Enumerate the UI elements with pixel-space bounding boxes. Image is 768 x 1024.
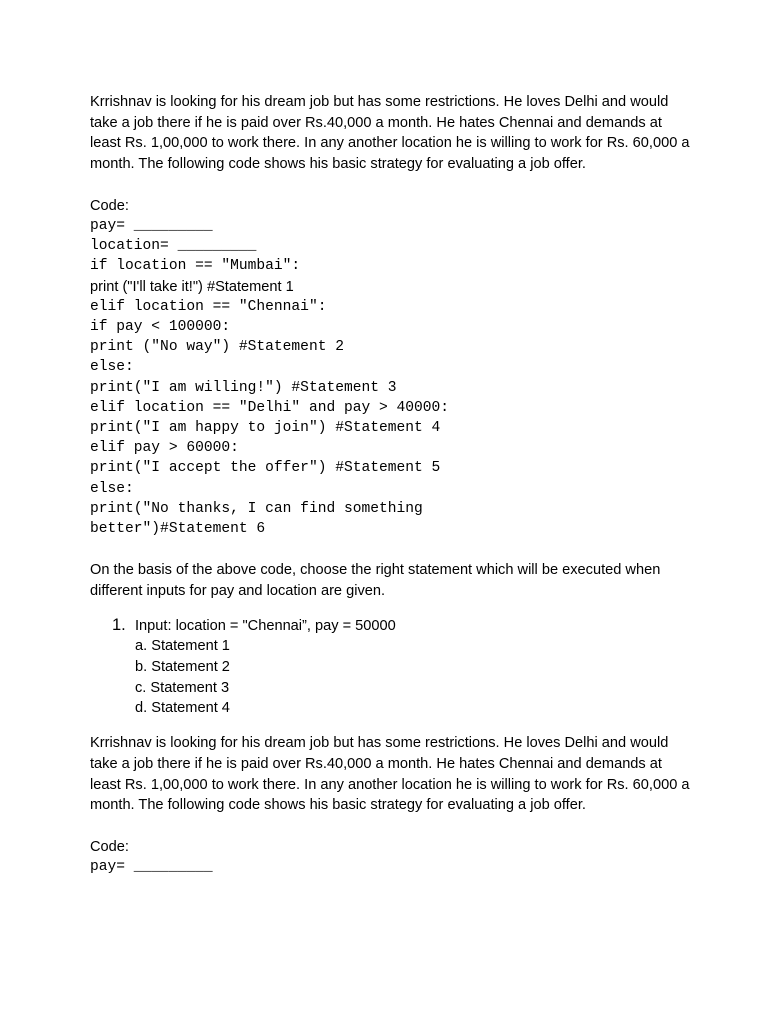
repeat-code-block — [90, 837, 690, 877]
code-line: elif location == "Chennai": — [90, 298, 327, 315]
code-line: print ("No way") #Statement 2 — [90, 339, 344, 356]
question-number: 1. — [112, 615, 126, 634]
code-line: location= _________ — [90, 238, 257, 255]
code-block — [90, 196, 690, 539]
code-line: else: — [90, 359, 134, 376]
code-line: if pay < 100000: — [90, 319, 231, 336]
code-line: else: — [90, 480, 134, 497]
code-line: elif location == "Delhi" and pay > 40000: — [90, 399, 450, 416]
repeat-code-line: pay= _________ — [90, 859, 213, 876]
answer-option-b: b. Statement 2 — [135, 659, 230, 676]
answer-option-c: c. Statement 3 — [135, 679, 230, 696]
intro-paragraph: Krrishnav is looking for his dream job but has some restrictions. He loves Delhi and would take a job there if he is paid over Rs.40,000 a month. He hates Chennai and demands at least Rs. 1,00,000 to work there. In any another location he is willing to work for Rs. 60,000 a month. The following code shows his basic strategy for evaluating a job offer. — [90, 94, 690, 173]
answer-options — [135, 636, 690, 719]
answer-option-a: a. Statement 1 — [135, 638, 230, 655]
instruction-paragraph: On the basis of the above code, choose the right statement which will be executed when different inputs for pay and location are given. — [90, 562, 661, 599]
code-line: better")#Statement 6 — [90, 521, 266, 538]
question-input: Input: location = "Chennai”, pay = 50000 — [135, 617, 396, 634]
code-line: print("I am happy to join") #Statement 4 — [90, 420, 441, 437]
code-line: print ("I'll take it!") #Statement 1 — [90, 278, 294, 295]
repeat-paragraph: Krrishnav is looking for his dream job but has some restrictions. He loves Delhi and would take a job there if he is paid over Rs.40,000 a month. He hates Chennai and demands at least Rs. 1,00,000 to work there. In any another location he is willing to work for Rs. 60,000 a month. The following code shows his basic strategy for evaluating a job offer. — [90, 735, 690, 814]
question-list — [90, 616, 690, 720]
code-line: if location == "Mumbai": — [90, 258, 301, 275]
code-line: print("No thanks, I can find something — [90, 500, 423, 517]
code-line: print("I am willing!") #Statement 3 — [90, 379, 397, 396]
code-line: pay= _________ — [90, 218, 213, 235]
repeat-code-heading: Code: — [90, 839, 129, 855]
code-heading: Code: — [90, 197, 129, 214]
answer-option-d: d. Statement 4 — [135, 700, 230, 717]
question-item — [90, 616, 690, 720]
code-line: print("I accept the offer") #Statement 5 — [90, 460, 441, 477]
document-page — [90, 92, 690, 898]
code-line: elif pay > 60000: — [90, 440, 239, 457]
